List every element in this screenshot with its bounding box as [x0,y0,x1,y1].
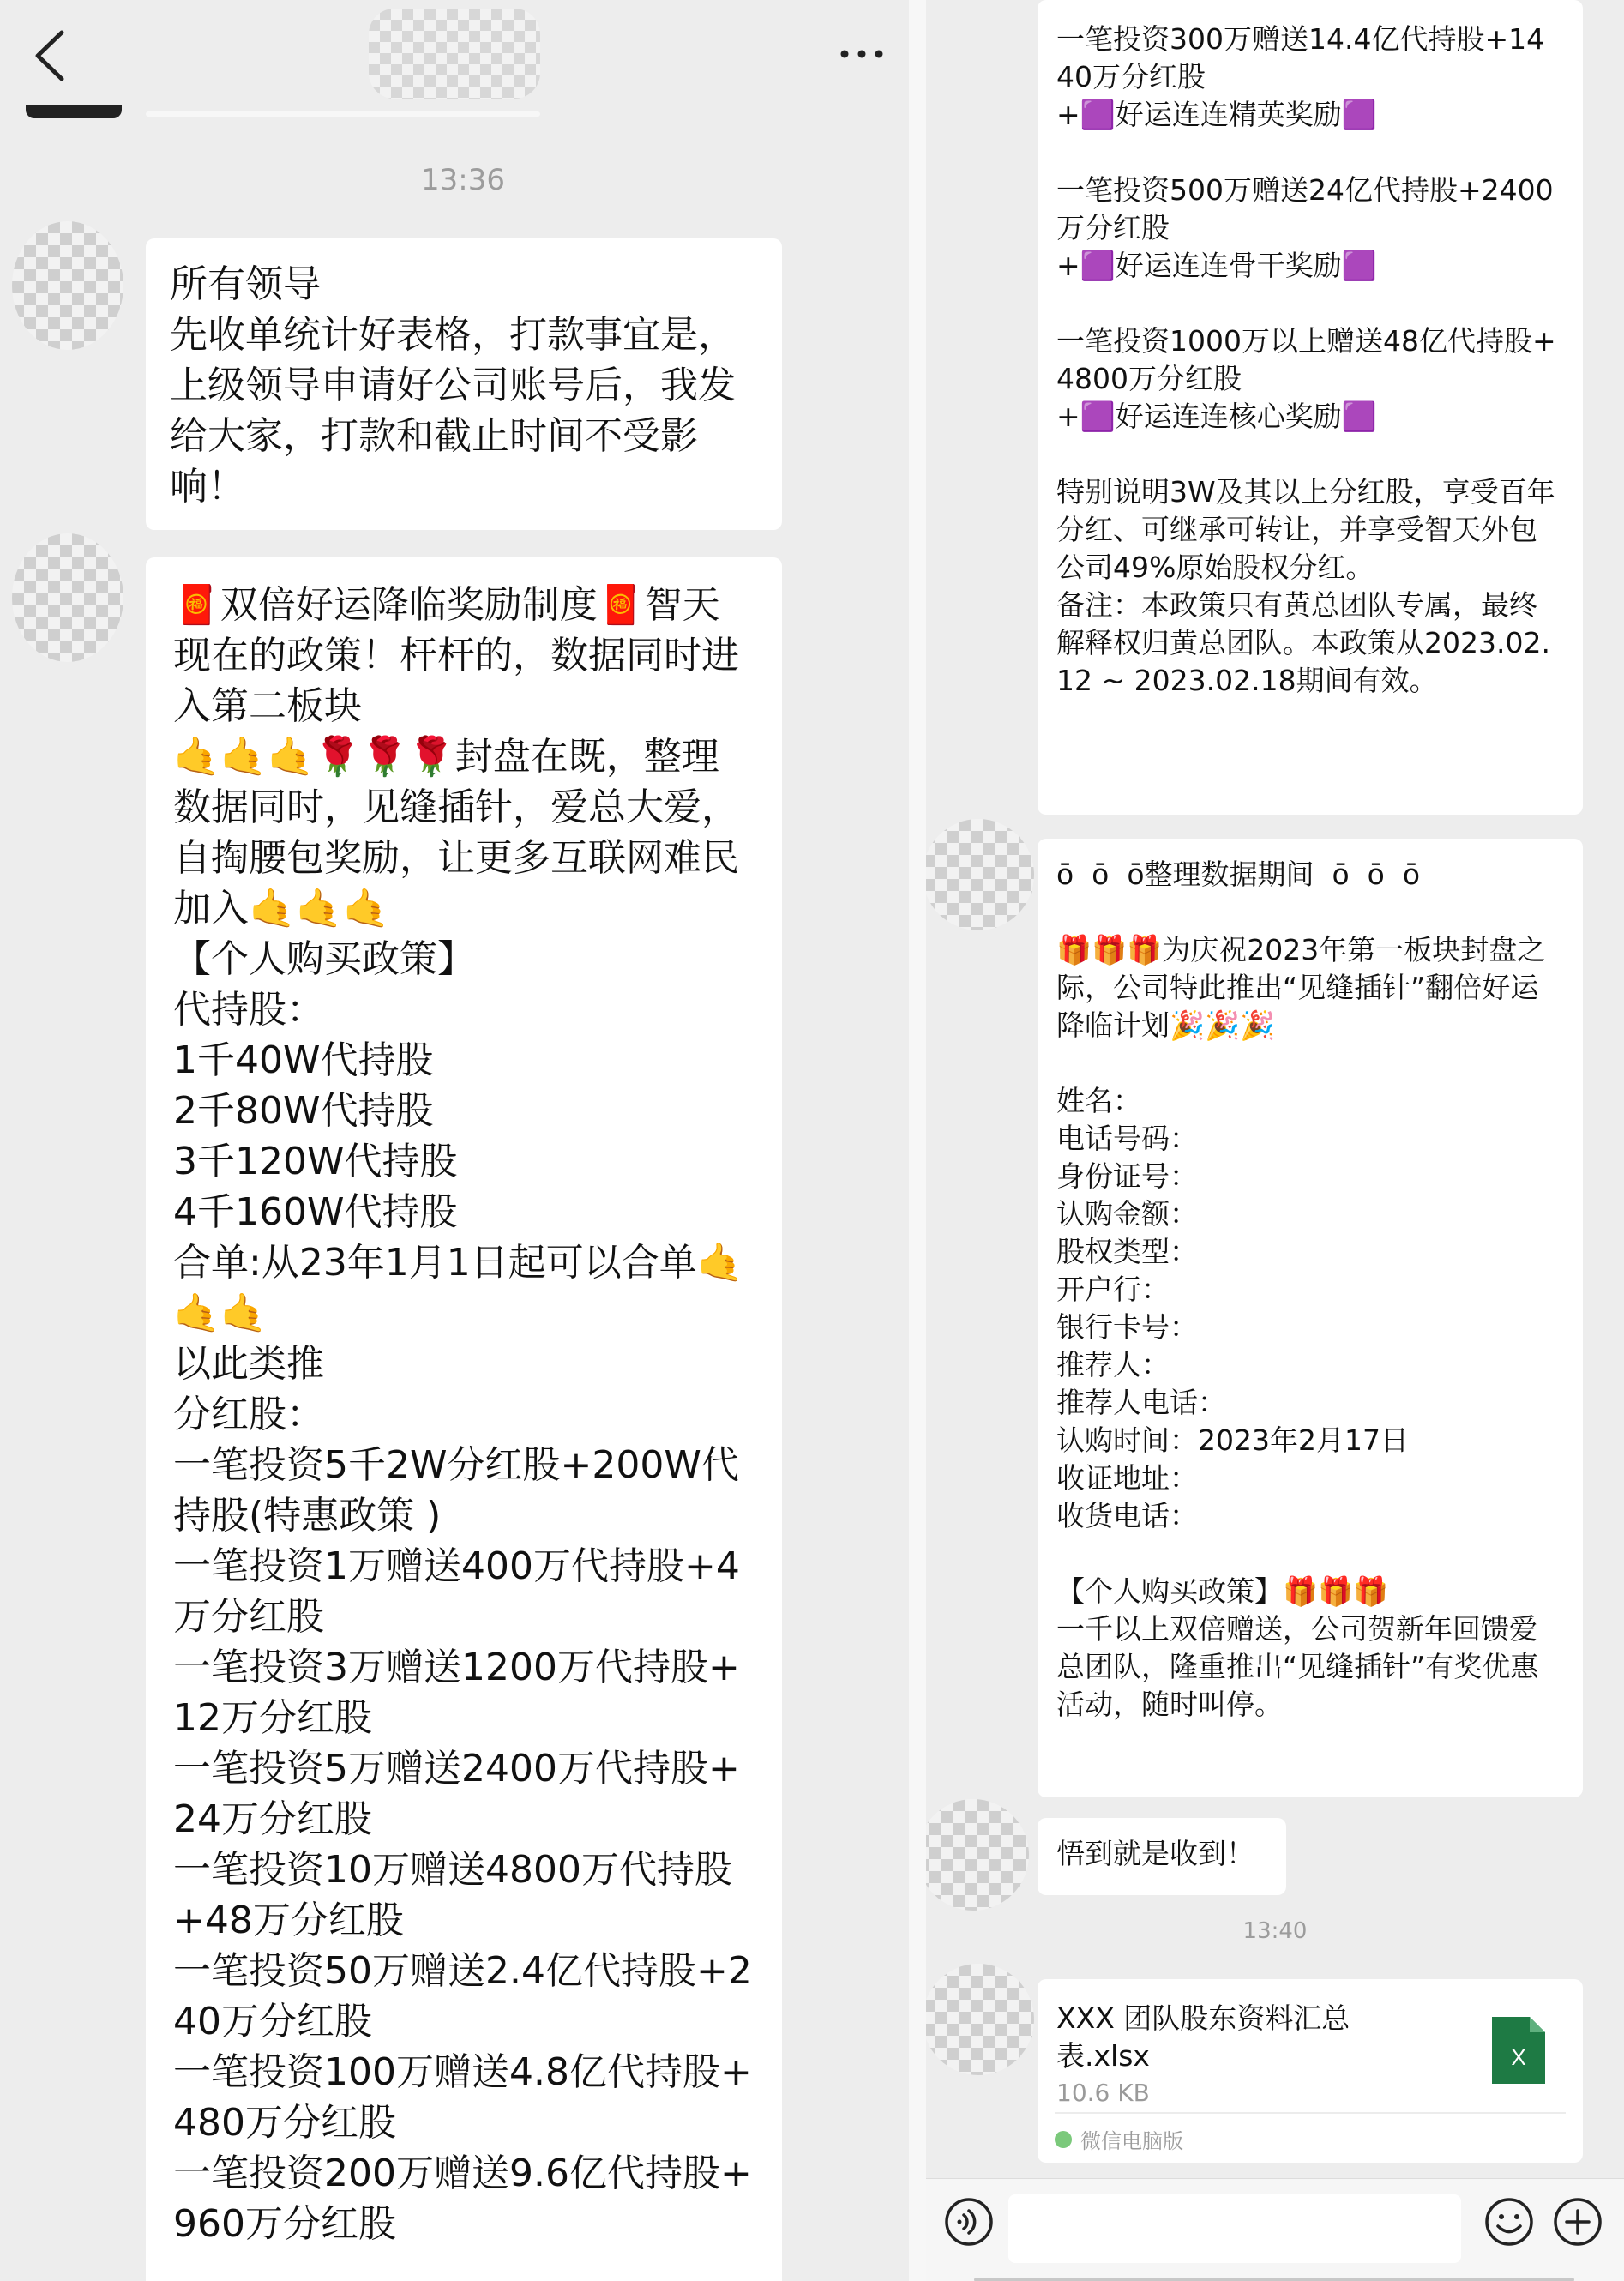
header-divider [146,111,540,117]
file-source-label: 微信电脑版 [1080,2129,1183,2153]
excel-file-icon [1492,2017,1545,2084]
plus-icon[interactable] [1552,2196,1603,2248]
right-chat-panel [926,0,1624,2281]
timestamp: 13:36 [421,163,505,197]
message-bubble[interactable] [1038,839,1583,1797]
message-bubble[interactable] [146,557,782,2281]
message-text: ō ō ō整理数据期间 ō ō ō 🎁🎁🎁为庆祝2023年第一板块封盘之际，公司特此推出“见缝插针”翻倍好运降临计划🎉🎉🎉 姓名： 电话号码： 身份证号： 认购金额： 股权类型： 开户行： 银行卡号： 推荐人： 推荐人电话： 认购时间：2023年2月17日 收证地址： 收货电话： 【个人购买政策】🎁🎁🎁 一千以上双倍赠送，公司贺新年回馈爱总团队，隆重推出“见缝插针”有奖优惠活动，随时叫停。 [1056,858,1546,1721]
chat-header [0,0,909,129]
avatar[interactable] [926,1964,1034,2075]
message-bubble[interactable] [1038,1818,1286,1895]
wechat-pc-icon [1055,2131,1072,2148]
message-text: 悟到就是收到！ [1056,1837,1254,1870]
voice-icon[interactable] [943,2196,995,2248]
file-source [1055,2112,1566,2154]
file-size: 10.6 KB [1056,2079,1150,2107]
file-message-card[interactable] [1038,1979,1583,2163]
smiley-icon[interactable] [1483,2196,1535,2248]
timestamp: 13:40 [1242,1918,1308,1944]
file-icon-letter: X [1511,2044,1526,2070]
message-text: 所有领导 先收单统计好表格，打款事宜是，上级领导申请好公司账号后，我发给大家，打款和截止时间不受影响！ [170,262,736,509]
avatar[interactable] [12,221,123,350]
avatar[interactable] [926,819,1034,930]
more-icon[interactable] [836,41,887,67]
message-bubble[interactable] [146,238,782,530]
message-input[interactable] [1008,2194,1461,2263]
avatar[interactable] [12,533,123,662]
file-name: XXX 团队股东资料汇总表.xlsx [1056,2001,1350,2073]
message-text: 🧧双倍好运降临奖励制度🧧智天现在的政策！杆杆的，数据同时进入第二板块 🤙🤙🤙🌹🌹🌹封盘在既，整理数据同时，见缝插针，爱总大爱，自掏腰包奖励，让更多互联网难民加入🤙🤙🤙 【个人购买政策】 代持股： 1千40W代持股 2千80W代持股 3千120W代持股 4千160W代持股 合单:从23年1月1日起可以合单🤙🤙🤙 以此类推 分红股： 一笔投资5千2W分红股+200W代持股(特惠政策 ) 一笔投资1万赠送400万代持股+4万分红股 一笔投资3万赠送1200万代持股+12万分红股 一笔投资5万赠送2400万代持股+24万分红股 一笔投资10万赠送4800万代持股+48万分红股 一笔投资50万赠送2.4亿代持股+240万分红股 一笔投资100万赠送4.8亿代持股+480万分红股 一笔投资200万赠送9.6亿代持股+960万分红股 [173,583,752,2246]
message-text: 一笔投资300万赠送14.4亿代持股+1440万分红股 +🟪好运连连精英奖励🟪 一笔投资500万赠送24亿代持股+2400万分红股 +🟪好运连连骨干奖励🟪 一笔投资1000万以上赠送48亿代持股+4800万分红股 +🟪好运连连核心奖励🟪 特别说明3W及其以上分红股，享受百年分红、可继承可转让，并享受智天外包公司49%原始股权分红。 备注：本政策只有黄总团队专属，最终解释权归黄总团队。本政策从2023.02.12 ~ 2023.02.18期间有效。 [1056,22,1556,697]
header-shadow-mark [26,105,122,118]
back-icon[interactable] [26,26,77,86]
input-bottom-line [974,2278,1574,2281]
chat-input-bar [926,2178,1624,2281]
message-bubble[interactable] [1038,0,1583,815]
chat-title-redacted [369,9,540,99]
avatar[interactable] [926,1799,1029,1911]
panel-separator [909,0,926,2281]
